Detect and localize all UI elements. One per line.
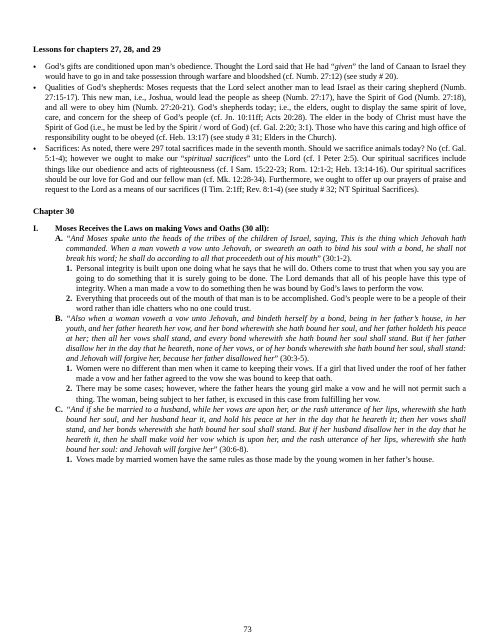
page-number: 73 <box>243 625 252 634</box>
lesson-bullet-sacrifices: • Sacrifices: As noted, there were 297 total sacrifices made in the seventh month. Should we sacrifice animals today? No (cf. Gal. 5:1-4); however we ought to make our “spiritual sacrifices” unto the Lord (cf. I Peter 2:5). Our spiritual sacrifices include things like our obedience and acts of righteousness (cf. I Sam. 15:22-23; Rom. 12:1-2; Heb. 13:14-16). Our spiritual sacrifices should be our love for God and our fellow man (cf. Mk. 12:28-34). Furthermore, we ought to offer up our prayers of praise and request to the Lord as a means of our sacrifices (I Tim. 2:1ff; Rev. 8:1-4) (see study # 32; NT Spiritual Sacrifices). <box>33 144 466 194</box>
section-title: Moses Receives the Laws on making Vows and Oaths (30 all): <box>55 223 270 233</box>
bullet-dot-icon: • <box>33 83 37 94</box>
lesson-bullet-gifts: • God’s gifts are conditioned upon man’s obedience. Thought the Lord said that He had “given” the land of Canaan to Israel they would have to go in and take possession through warfare and bloodshed (cf. Numb. 27:12) (see study # 20). <box>33 62 466 82</box>
subsection-label: B. <box>55 314 63 324</box>
point-b2: 2. There may be some cases; however, where the father hears the young girl make a vow and he will not permit such a thing. The woman, being subject to her father, is excused in this case from fulfilling her vow. <box>66 384 466 404</box>
section-vows-oaths <box>33 224 466 465</box>
lessons-heading: Lessons for chapters 27, 28, and 29 <box>33 44 161 54</box>
subsection-b <box>55 314 466 404</box>
subsection-a <box>55 234 466 314</box>
lesson-bullet-shepherds: • Qualities of God’s shepherds: Moses requests that the Lord select another man to lead Israel as their caring shepherd (Numb. 27:15-17). This new man, i.e., Joshua, would lead the people as sheep (Numb. 27:17), have the Spirit of God (Numb. 27:18), and all were to obey him (Numb. 27:20-21). God’s shepherds today; i.e., the elders, ought to display the same spirit of love, care, and concern for the sheep of God’s people (cf. Jn. 10:11ff; Acts 20:28). The elder in the body of Christ must have the Spirit of God (i.e., he must be led by the Spirit / word of God) (cf. Gal. 2:20; 3:1). Those who have this caring and high office of responsibility ought to be obeyed (cf. Heb. 13:17) (see study # 31; Elders in the Church). <box>33 83 466 143</box>
subsection-quote: “Also when a woman voweth a vow unto Jehovah, and bindeth herself by a bond, being in her father’s house, in her youth, and her father heareth her vow, and her bond wherewith she hath bound her soul, and her father holdeth his peace at her; then all her vows shall stand, and every bond wherewith she hath bound her soul shall stand. But if her father disallow her in the day that he heareth, none of her vows, or of her bonds wherewith she hath bound her soul, shall stand: and Jehovah will forgive her, because her father disallowed her” (30:3-5). <box>66 314 466 364</box>
point-a2: 2. Everything that proceeds out of the mouth of that man is to be accomplished. God’s people were to be a people of their word rather than idle chatters who no one could trust. <box>66 294 466 314</box>
point-b1: 1. Women were no different than men when it came to keeping their vows. If a girl that lived under the roof of her father made a vow and her father agreed to the vow she was bound to keep that oath. <box>66 364 466 384</box>
lessons-list <box>33 62 466 195</box>
subsection-label: C. <box>55 404 63 414</box>
subsection-label: A. <box>55 233 63 243</box>
bullet-dot-icon: • <box>33 144 37 155</box>
subsection-c <box>55 405 466 465</box>
point-c1: 1. Vows made by married women have the same rules as those made by the young women in her father’s house. <box>66 454 435 464</box>
bullet-dot-icon: • <box>33 62 37 73</box>
subsection-quote: “And Moses spake unto the heads of the tribes of the children of Israel, saying, This is the thing which Jehovah hath commanded. When a man voweth a vow unto Jehovah, or sweareth an oath to bind his soul with a bond, he shall not break his word; he shall do according to all that proceedeth out of his mouth” (30:1-2). <box>66 233 466 263</box>
chapter-title: Chapter 30 <box>33 205 75 216</box>
point-a1: 1. Personal integrity is built upon one doing what he says that he will do. Others come to trust that when you say you are going to do something that it is surely going to be done. The Lord demands that all of his people have this type of integrity. When a man made a vow to do something then he was bound by God’s laws to perform the vow. <box>66 263 466 293</box>
subsection-quote: “And if she be married to a husband, while her vows are upon her, or the rash utterance of her lips, wherewith she hath bound her soul, and her husband hear it, and hold his peace at her in the day that he heareth it; then her vows shall stand, and her bonds wherewith she hath bound her soul shall stand. But if her husband disallow her in the day that he heareth it, then he shall make void her vow which is upon her, and the rash utterance of her lips, wherewith she hath bound her soul: and Jehovah will forgive her” (30:6-8). <box>66 404 466 454</box>
section-number: I. <box>33 223 39 233</box>
